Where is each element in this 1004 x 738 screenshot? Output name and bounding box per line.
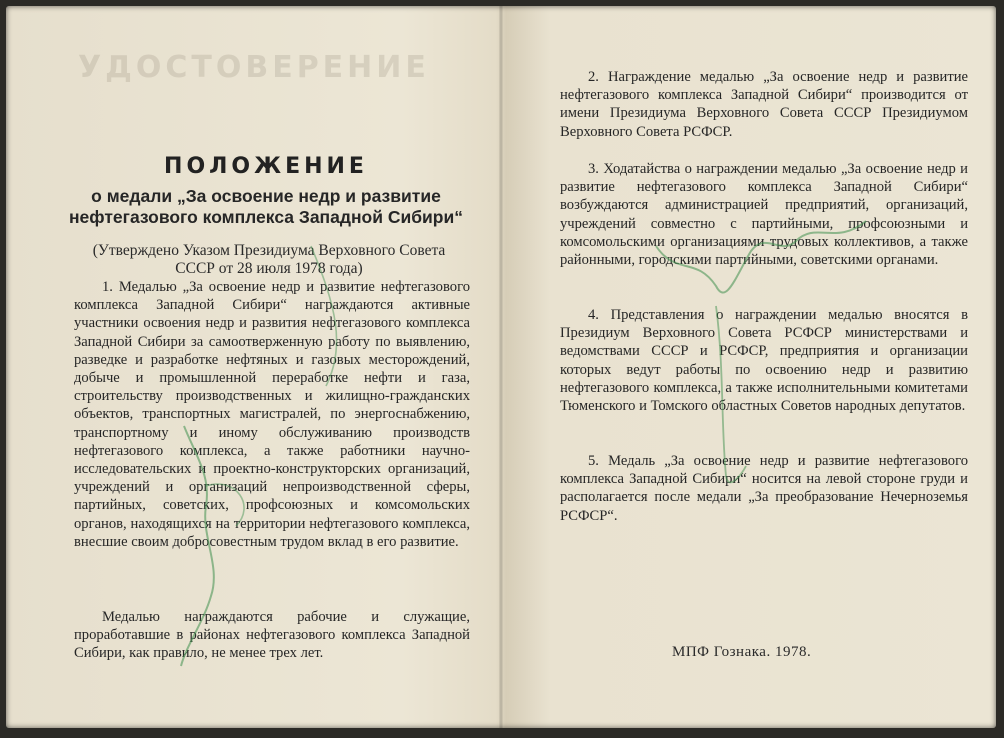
page-fold [499,6,503,728]
paragraph-3: 3. Ходатайства о награждении медалью „За освоение недр и развитие нефтегазового комплекса Западной Сибири“ возбуждаются администрацией предприятий, организаций, учреждений совместно с партийными, профсоюзными и комсомольскими организациями трудовых коллективов, а также районными, городскими партийными, советскими органами. [560,161,968,269]
right-page [504,6,996,728]
document-spread [6,6,996,728]
paragraph-1-continued: Медалью награждаются рабочие и служащие, проработавшие в районах нефтегазового комплекса Западной Сибири, как правило, не менее трех лет. [74,609,470,662]
show-through-text: УДОСТОВЕРЕНИЕ [78,50,430,85]
left-page [6,6,498,728]
approval-note: (Утверждено Указом Президиума Верховного Совета СССР от 28 июля 1978 года) [92,242,446,277]
document-heading: ПОЛОЖЕНИЕ [164,154,368,179]
paragraph-4: 4. Представления о награждении медалью вносятся в Президиум Верховного Совета РСФСР министерствами и ведомствами СССР и РСФСР, предприятия и организации которых ведут работы по освоению недр и развитию нефтегазового комплекса, а также исполнительными комитетами Тюменского и Томского областных Советов народных депутатов. [560,307,968,415]
paragraph-1: 1. Медалью „За освоение недр и развитие нефтегазового комплекса Западной Сибири“ награждаются активные участники освоения недр и развития нефтегазового комплекса Западной Сибири за самоотверженную работу по выявлению, разведке и разработке нефтяных и газовых месторождений, добыче и промышленной переработке нефти и газа, строительству производственных и жилищно-гражданских объектов, транспортных магистралей, по энергоснабжению, транспортному и иному обслуживанию производств нефтегазового комплекса, а также работники научно-исследовательских и проектно-конструкторских организаций, учреждений и организаций непроизводственной сферы, партийных, советских, профсоюзных и комсомольских органов, находящихся на территории нефтегазового комплекса, внесшие своим добросовестным трудом вклад в его развитие. [74,279,470,550]
paragraph-5: 5. Медаль „За освоение недр и развитие нефтегазового комплекса Западной Сибири“ носится на левой стороне груди и располагается после медали „За преобразование Нечерноземья РСФСР“. [560,453,968,524]
document-subtitle: о медали „За освоение недр и развитие нефтегазового комплекса Западной Сибири“ [68,186,464,227]
printer-imprint: МПФ Гознака. 1978. [672,644,812,660]
paragraph-2: 2. Награждение медалью „За освоение недр и развитие нефтегазового комплекса Западной Сибири“ производится от имени Президиума Верховного Совета СССР Президиумом Верховного Совета РСФСР. [560,69,968,140]
